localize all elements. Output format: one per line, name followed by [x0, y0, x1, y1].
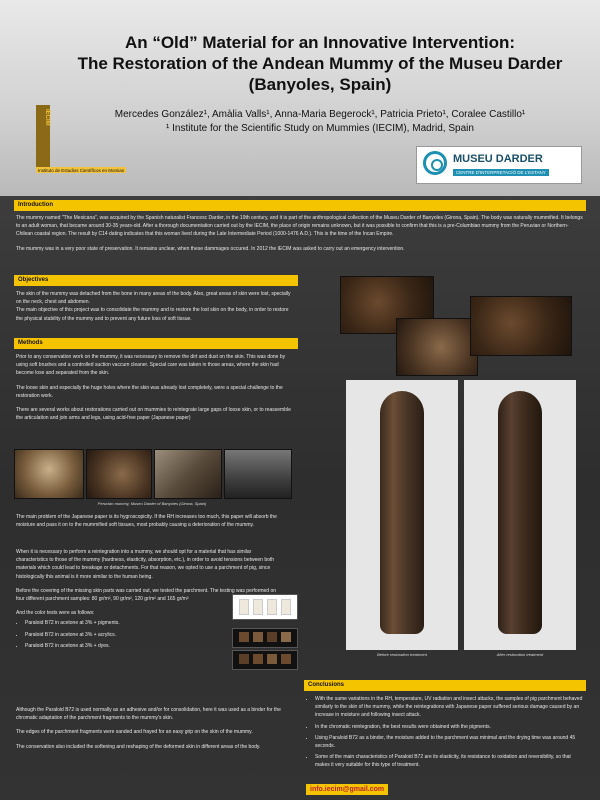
methods-photo-2 — [86, 449, 152, 499]
methods-paragraph-4: The main problem of the Japanese paper is its hygroscopicity. If the RH increases too much, this paper will absorb the moisture and pass it on to the mummified soft tissues, most probably causing a deterioration of the mummy. — [16, 514, 277, 529]
objectives-heading: Objectives — [14, 275, 298, 286]
methods-paragraph-8: Although the Paraloid B72 is used normally as an adhesive and/or for consolidation, here it was used as a binder for the chromatic adaptation of the parchment fragments to the mummy's skin. — [16, 707, 281, 722]
methods-paragraph-1: Prior to any conservation work on the mummy, it was necessary to remove the dirt and dust on the skin. This was done by using soft brushes and a controlled suction vaccum cleaner. Special care was taken in those areas, where the skin had become lose and separated from the skin. — [16, 354, 286, 377]
title-line-3: (Banyoles, Spain) — [248, 75, 392, 94]
museu-darder-logo — [416, 146, 582, 184]
iecim-logo-caption: Instituto de Estudios Científicos en Momias — [38, 168, 125, 173]
museu-darder-subtitle: CENTRE D'INTERPRETACIÓ DE L'ESTANY — [453, 169, 549, 176]
conclusions-heading: Conclusions — [304, 680, 586, 691]
introduction-heading: Introduction — [14, 200, 586, 211]
methods-paragraph-7: And the color tests were as follows: — [16, 610, 95, 617]
methods-paragraph-2: The loose skin and especially the huge holes where the skin was already lost completely, were a special challenge to the restoration work. — [16, 384, 283, 399]
museu-darder-ring-icon — [423, 151, 447, 175]
objectives-text — [16, 290, 296, 329]
iecim-logo-letters: IECIM — [44, 109, 50, 126]
after-caption: After restoration treatment — [496, 652, 544, 657]
contact-email[interactable]: info.iecim@gmail.com — [306, 784, 388, 795]
methods-paragraph-3: There are several works about restorations carried out on mummies to reintegrate large gaps of loose skin, or to reassemble the articulation and join arms and legs, using acid-free paper (Japanese paper) — [16, 407, 291, 422]
methods-paragraph-9: The edges of the parchment fragments were sanded and frayed for an easy grip on the skin of the mummy. — [16, 729, 253, 736]
affiliation: ¹ Institute for the Scientific Study on Mummies (IECIM), Madrid, Spain — [166, 123, 474, 134]
conclusions-list — [306, 695, 586, 770]
introduction-paragraph-1: The mummy named "The Mexicana", was acquired by the Spanish naturalist Francesc Darder, in the 19th century, and it is part of the anthropological collection of the Museu Darder of Banyoles (Girona, Spain). The body was naturally mummified. It belongs to an adult woman, that became around 30-35 years-old. After a thorough documentation carried out by the IECIM, the place of origin remains unknown, but it was possible to confirm that this is a pre-Columbian mummy from the Peruvian or Northern-Chilean coastal region. The result by C14 dating indicates that this woman lived during the Late Intermediate Period (1000-1476 A.D.). This is the time of the Incan Empire. — [16, 215, 583, 238]
conclusion-item: • With the same variations in the RH, temperature, UV radiation and insect attacks, the samples of pig parchment behaved similarly to the skin of the mummy, while the reintegrations with Japanese paper suffered serious damage caused by an increase in moisture and following insect attack. — [315, 695, 586, 720]
color-test-item: • Paraloid B72 in acetone at 3% + pigments. — [25, 619, 280, 627]
objectives-paragraph-1: The skin of the mummy was detached from the bone in many areas of the body. Also, great areas of skin were lost, specially on the neck, chest and abdomen. — [16, 291, 291, 306]
conclusion-item: • Some of the main characteristics of Paraloid B72 are its elasticity, its resistance to oxidation and reversibility, so that makes it very suitable for this type of treatment. — [315, 753, 586, 769]
objectives-paragraph-2: The main objective of this project was to consolidate the mummy and to restore the lost skin on the body, in order to restore the physical stability of the mummy and to prevent any future loss of soft tissue. — [16, 307, 289, 322]
introduction-text — [16, 214, 584, 259]
conclusion-item: • Using Paraloid B72 as a binder, the moisture added to the parchment was minimal and the drying time was around 45 seconds. — [315, 734, 586, 750]
before-caption: Before restoration treatment — [377, 652, 427, 657]
poster-title — [60, 32, 580, 95]
museu-darder-name: MUSEU DARDER — [453, 153, 543, 165]
poster-header — [0, 0, 600, 196]
conclusions-text — [306, 695, 586, 773]
methods-text-top — [16, 353, 296, 428]
methods-paragraph-6: Before the covering of the missing skin parts was carried out, we tested the parchment. The testing was performed on four different parchment samples: 80 gr/m², 90 gr/m², 120 gr/m² and 165 gr/m² — [16, 587, 277, 603]
mummy-before-photo — [346, 380, 458, 650]
methods-photo-3 — [154, 449, 222, 499]
methods-heading: Methods — [14, 338, 298, 349]
color-test-item: • Paraloid B72 in acetone at 3% + dyes. — [25, 642, 280, 650]
iecim-logo — [36, 105, 50, 167]
methods-paragraph-10: The conservation also included the softening and reshaping of the deformed skin in different areas of the body. — [16, 743, 261, 750]
methods-photo-4 — [224, 449, 292, 499]
methods-text-bottom — [16, 706, 296, 757]
title-line-2: The Restoration of the Andean Mummy of the Museu Darder — [77, 54, 563, 73]
author-list: Mercedes González¹, Amàlia Valls¹, Anna-Maria Begerock¹, Patricia Prieto¹, Coralee Castillo¹ — [114, 109, 526, 120]
conclusion-item: • In the chromatic reintegration, the best results were obtained with the pigments. — [315, 723, 586, 731]
title-line-1: An “Old” Material for an Innovative Intervention: — [124, 33, 516, 52]
methods-paragraph-5: When it is necessary to perform a reintegration into a mummy, we should opt for a material that has similar characteristics to those of the mummy (hardness, elasticity, absorption, etc.), in order to avoid tensions between both materials which could lead to breakage or detachments. For that reason, we opted to use a parchment of pig, since histologically this animal is it more similar to the human being. — [16, 549, 275, 580]
authors-block — [60, 108, 580, 136]
methods-photo-1 — [14, 449, 84, 499]
introduction-paragraph-2: The mummy was in a very poor state of preservation. It remains unclear, when these dammages occured. In 2012 the IECIM was asked to carry out an emergency intervention. — [16, 245, 405, 252]
parchment-samples-photo — [232, 594, 298, 620]
methods-photo-caption: Peruvian mummy, Museu Darder of Banyoles (Girona, Spain) — [97, 501, 207, 506]
color-test-item: • Paraloid B72 in acetone at 3% + acrylics. — [25, 631, 280, 639]
color-tests-photo-1 — [232, 628, 298, 648]
methods-text-hygroscopic — [16, 513, 296, 535]
detail-photo-3 — [470, 296, 572, 356]
detail-photo-2 — [396, 318, 478, 376]
color-tests-photo-2 — [232, 650, 298, 670]
mummy-after-photo — [464, 380, 576, 650]
